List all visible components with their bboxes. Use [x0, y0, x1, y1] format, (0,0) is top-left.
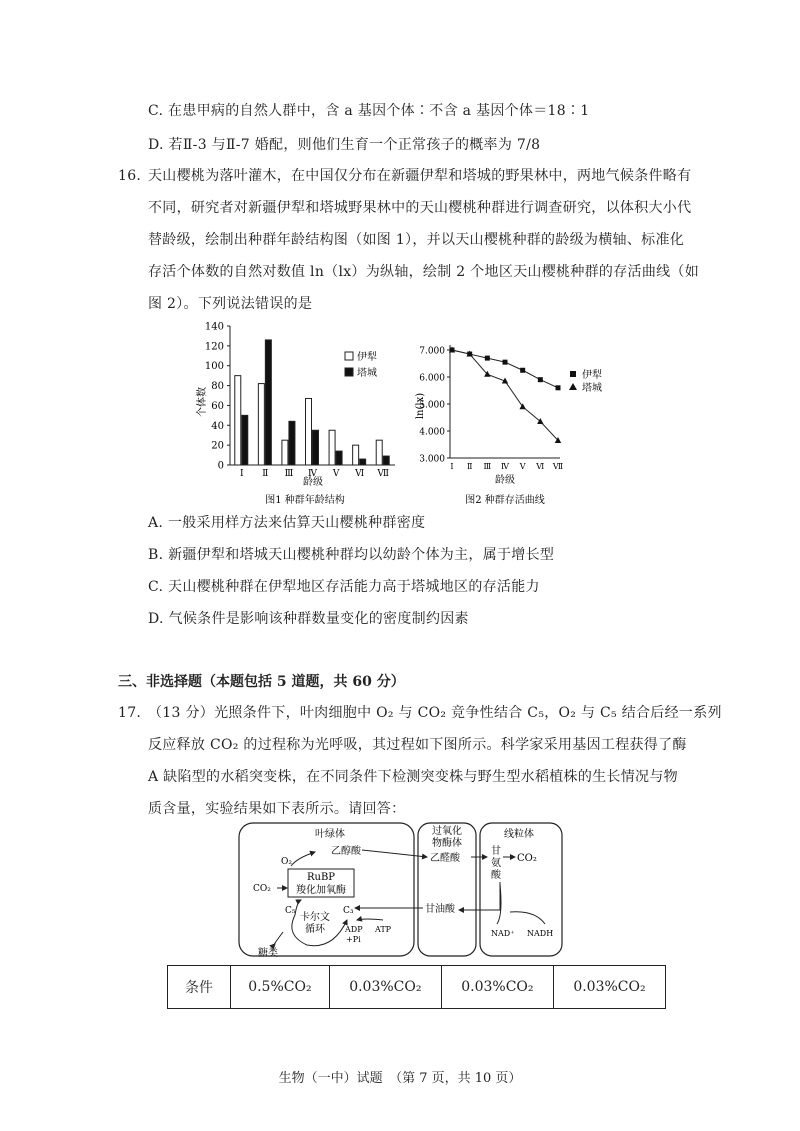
chart1-title: 图1 种群年龄结构	[265, 495, 345, 506]
glycolate-label: 乙醇酸	[331, 846, 361, 857]
q16-stem-line: 存活个体数的自然对数值 ln（lx）为纵轴，绘制 2 个地区天山樱桃种群的存活曲线（如	[148, 264, 700, 280]
chart2-ytick-label: 4.000	[419, 427, 445, 438]
figure2-line-chart	[410, 340, 640, 510]
chart1-xtick-label: Ⅰ	[240, 469, 244, 479]
q15-option-c: C. 在患甲病的自然人群中，含 a 基因个体∶不含 a 基因个体＝18∶1	[148, 103, 590, 119]
q16-stem-line: 天山樱桃为落叶灌木，在中国仅分布在新疆伊犁和塔城的野果林中，两地气候条件略有	[148, 168, 692, 184]
rubisco-label: 羧化加氧酶	[296, 885, 346, 896]
chart2-point-yili	[503, 360, 508, 365]
chart1-legend-tacheng: 塔城	[357, 368, 377, 379]
chart2-ytick-label: 6.000	[419, 373, 445, 384]
chart1-ytick-label: 0	[217, 460, 224, 472]
q17-stem-line: 反应释放 CO₂ 的过程称为光呼吸，其过程如下图所示。科学家采用基因工程获得了酶	[148, 737, 687, 753]
chart2-legend-tacheng: 塔城	[582, 383, 602, 394]
chart2-ytick-label: 7.000	[419, 346, 445, 357]
q16-stem-line: 图 2）。下列说法错误的是	[148, 296, 313, 312]
chart1-xtick-label: Ⅱ	[262, 469, 269, 479]
rubp-label: RuBP	[306, 872, 336, 883]
sugar-label: 糖类	[258, 948, 278, 959]
table-row	[168, 966, 666, 1009]
chart2-legend-marker-tacheng	[569, 383, 577, 390]
nad-label: NAD⁺	[491, 929, 515, 938]
chart2-xtick-label: Ⅲ	[483, 462, 492, 471]
chart1-xtick-label: Ⅶ	[377, 469, 390, 479]
q16-option-d: D. 气候条件是影响该种群数量变化的密度制约因素	[148, 611, 469, 627]
chart1-legend-swatch-tacheng	[345, 368, 353, 376]
chart1-bar-tacheng	[383, 456, 389, 465]
chart1-legend-swatch-yili	[345, 352, 353, 360]
page-footer: 生物（一中）试题 （第 7 页，共 10 页）	[278, 1071, 522, 1086]
glycine-label: 甘	[491, 846, 501, 857]
co2-left-label: CO₂	[253, 884, 271, 894]
chart1-bar-yili	[306, 398, 312, 465]
chart2-title: 图2 种群存活曲线	[465, 495, 545, 506]
c3-label: C₃	[343, 906, 354, 916]
mitochondrion-label: 线粒体	[504, 829, 534, 840]
chart2-xtick-label: Ⅵ	[536, 462, 545, 471]
figure1-bar-chart	[185, 312, 425, 512]
glycine-label: 氨	[491, 858, 501, 869]
chart1-ytick-label: 120	[204, 341, 224, 353]
chart2-xlabel: 龄级	[495, 475, 515, 486]
q17-stem-line: 质含量，实验结果如下表所示。请回答：	[148, 801, 406, 817]
chart1-bar-tacheng	[265, 340, 271, 465]
condition-table	[167, 965, 666, 1009]
q17-number: 17.	[118, 705, 142, 721]
atp-label: ATP	[375, 925, 392, 934]
glycine-label: 酸	[491, 870, 501, 881]
table-cell: 0.5%CO₂	[231, 966, 330, 1009]
chart2-ytick-label: 5.000	[419, 400, 445, 411]
o2-label: O₂	[281, 857, 292, 867]
nadh-label: NADH	[527, 929, 554, 938]
chart1-bar-yili	[235, 376, 241, 465]
chart1-xtick-label: Ⅴ	[332, 469, 340, 479]
chart1-bar-tacheng	[313, 430, 319, 465]
chart1-xlabel: 龄级	[303, 477, 323, 488]
glycerate-label: 甘油酸	[425, 904, 455, 915]
q16-option-c: C. 天山樱桃种群在伊犁地区存活能力高于塔城地区的存活能力	[148, 579, 540, 595]
q16-option-b: B. 新疆伊犁和塔城天山樱桃种群均以幼龄个体为主，属于增长型	[148, 547, 555, 563]
chart2-legend-yili: 伊犁	[582, 370, 602, 381]
chart1-legend-yili: 伊犁	[357, 352, 377, 363]
chart1-bar-tacheng	[336, 451, 342, 465]
chart2-ylabel: ln(lx)	[415, 392, 426, 420]
chart1-xtick-label: Ⅲ	[284, 469, 294, 479]
chart1-ytick-label: 100	[204, 361, 224, 373]
chart1-bar-yili	[282, 440, 288, 465]
chart2-point-tacheng	[537, 418, 543, 424]
chart2-point-yili	[520, 368, 525, 373]
photorespiration-diagram	[235, 820, 565, 960]
chart1-bar-tacheng	[242, 415, 248, 465]
chart2-ytick-label: 3.000	[419, 454, 445, 465]
table-cell: 0.03%CO₂	[329, 966, 441, 1009]
chloroplast-label: 叶绿体	[315, 829, 345, 840]
pi-label: +Pi	[346, 935, 361, 944]
chart1-bar-yili	[376, 440, 382, 465]
co2-right-label: CO₂	[517, 853, 537, 864]
peroxisome-label: 过氧化	[432, 826, 462, 837]
chart1-ytick-label: 80	[211, 381, 224, 393]
chart2-xtick-label: Ⅴ	[519, 462, 526, 471]
chart1-bar-tacheng	[289, 421, 295, 465]
calvin-cycle-label: 卡尔文	[300, 912, 330, 923]
chart2-xtick-label: Ⅳ	[501, 462, 509, 471]
table-cell: 条件	[168, 966, 231, 1009]
q16-stem-line: 不同，研究者对新疆伊犁和塔城野果林中的天山樱桃种群进行调查研究，以体积大小代	[148, 200, 692, 216]
peroxisome-label: 物酶体	[432, 838, 462, 849]
q16-option-a: A. 一般采用样方法来估算天山樱桃种群密度	[148, 515, 426, 531]
chart1-ytick-label: 60	[211, 400, 224, 412]
table-cell: 0.03%CO₂	[441, 966, 553, 1009]
chart1-xtick-label: Ⅵ	[355, 469, 365, 479]
glyoxylate-label: 乙醛酸	[430, 853, 460, 864]
chart2-point-yili	[485, 356, 490, 361]
chart1-ytick-label: 20	[211, 440, 224, 452]
c5-label: C₅	[285, 906, 296, 916]
chart2-xtick-label: Ⅰ	[450, 462, 454, 471]
q16-number: 16.	[118, 168, 142, 184]
chart1-bar-yili	[329, 430, 335, 465]
chart2-xtick-label: Ⅱ	[466, 462, 473, 471]
q17-stem-line: （13 分）光照条件下，叶肉细胞中 O₂ 与 CO₂ 竞争性结合 C₅，O₂ 与 C₅ 结合后经一系列	[148, 705, 722, 721]
q15-option-d: D. 若Ⅱ-3 与Ⅱ-7 婚配，则他们生育一个正常孩子的概率为 7/8	[148, 137, 541, 153]
chart2-legend-marker-yili	[570, 371, 576, 377]
chart1-ytick-label: 40	[211, 420, 224, 432]
chart1-ylabel: 个体数	[197, 387, 208, 417]
chart1-bar-yili	[353, 445, 359, 465]
chart1-bar-tacheng	[360, 459, 366, 465]
chart1-ytick-label: 140	[204, 321, 224, 333]
table-cell: 0.03%CO₂	[553, 966, 665, 1009]
q16-stem-line: 替龄级，绘制出种群年龄结构图（如图 1），并以天山樱桃种群的龄级为横轴、标准化	[148, 232, 685, 248]
section3-heading: 三、非选择题（本题包括 5 道题，共 60 分）	[118, 674, 405, 690]
chart2-point-yili	[538, 377, 543, 382]
chart1-bar-yili	[258, 384, 264, 465]
adp-label: ADP	[345, 925, 363, 934]
chart2-point-yili	[556, 385, 561, 390]
q17-stem-line: A 缺陷型的水稻突变株，在不同条件下检测突变株与野生型水稻植株的生长情况与物	[148, 769, 678, 785]
calvin-cycle-label: 循环	[305, 924, 325, 935]
chart2-xtick-label: Ⅶ	[552, 462, 564, 471]
chart1-xtick-label: Ⅳ	[308, 469, 317, 479]
